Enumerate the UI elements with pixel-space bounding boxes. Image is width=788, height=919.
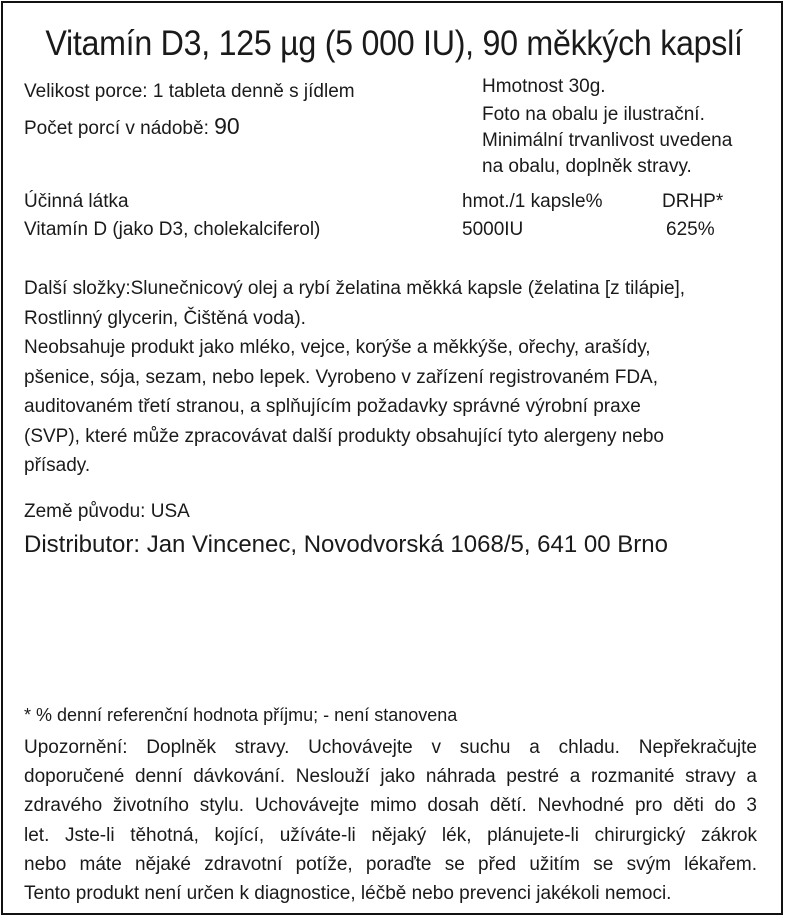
ingredients-line: Další složky:Slunečnicový olej a rybí želatina měkká kapsle (želatina [z tilápie],: [24, 278, 686, 299]
warning-line: zdravého životního stylu. Uchovávejte mimo dosah dětí. Nevhodné pro děti do 3: [24, 795, 757, 817]
expiry-note-2: na obalu, doplněk stravy.: [482, 156, 692, 177]
warning-block: [24, 733, 757, 908]
ingredients-line: Rostlinný glycerin, Čištěná voda).: [24, 307, 306, 329]
allergen-line: (SVP), které může zpracovávat další produkty obsahující tyto alergeny nebo: [24, 425, 664, 447]
warning-line: doporučené denní dávkování. Neslouží jako náhrada pestré a rozmanité stravy a: [24, 766, 757, 788]
warning-line: Upozornění: Doplněk stravy. Uchovávejte v suchu a chladu. Nepřekračujte: [24, 737, 757, 758]
product-title: Vitamín D3, 125 µg (5 000 IU), 90 měkkých kapslí: [45, 24, 743, 63]
serving-count: [24, 113, 240, 140]
footnote: * % denní referenční hodnota příjmu; - není stanovena: [24, 705, 458, 725]
distributor: Distributor: Jan Vincenec, Novodvorská 1068/5, 641 00 Brno: [24, 531, 668, 558]
table-cell-amount: 5000IU: [462, 219, 524, 240]
warning-line: nebo máte nějaké zdravotní potíže, poraďte se před užitím se svým lékařem.: [24, 853, 757, 875]
allergen-line: přísady.: [24, 455, 91, 476]
expiry-note-1: Minimální trvanlivost uvedena: [482, 130, 733, 151]
table-header-amount: hmot./1 kapsle%: [462, 191, 603, 212]
country-of-origin: Země původu: USA: [24, 501, 190, 522]
serving-count-label: Počet porcí v nádobě:: [24, 118, 209, 139]
table-cell-drhp: 625%: [666, 219, 715, 240]
table-cell-substance: Vitamín D (jako D3, cholekalciferol): [24, 219, 321, 240]
warning-line: let. Jste-li těhotná, kojící, užíváte-li nějaký lék, plánujete-li chirurgický zákrok: [24, 824, 757, 846]
allergen-line: Neobsahuje produkt jako mléko, vejce, korýše a měkkýše, ořechy, arašídy,: [24, 337, 651, 358]
table-header-drhp: DRHP*: [662, 191, 724, 212]
allergen-line: pšenice, sója, sezam, nebo lepek. Vyrobeno v zařízení registrovaném FDA,: [24, 366, 658, 388]
photo-note: Foto na obalu je ilustrační.: [482, 104, 705, 125]
allergen-line: auditovaném třetí stranou, a splňujícím požadavky správné výrobní praxe: [24, 396, 641, 417]
serving-count-value: 90: [214, 113, 240, 139]
ingredients-block: [24, 274, 764, 481]
table-header-substance: Účinná látka: [24, 191, 129, 212]
net-weight: Hmotnost 30g.: [482, 76, 606, 97]
serving-size: Velikost porce: 1 tableta denně s jídlem: [24, 81, 355, 102]
warning-line: Tento produkt není určen k diagnostice, léčbě nebo prevenci jakékoli nemoci.: [24, 883, 672, 905]
